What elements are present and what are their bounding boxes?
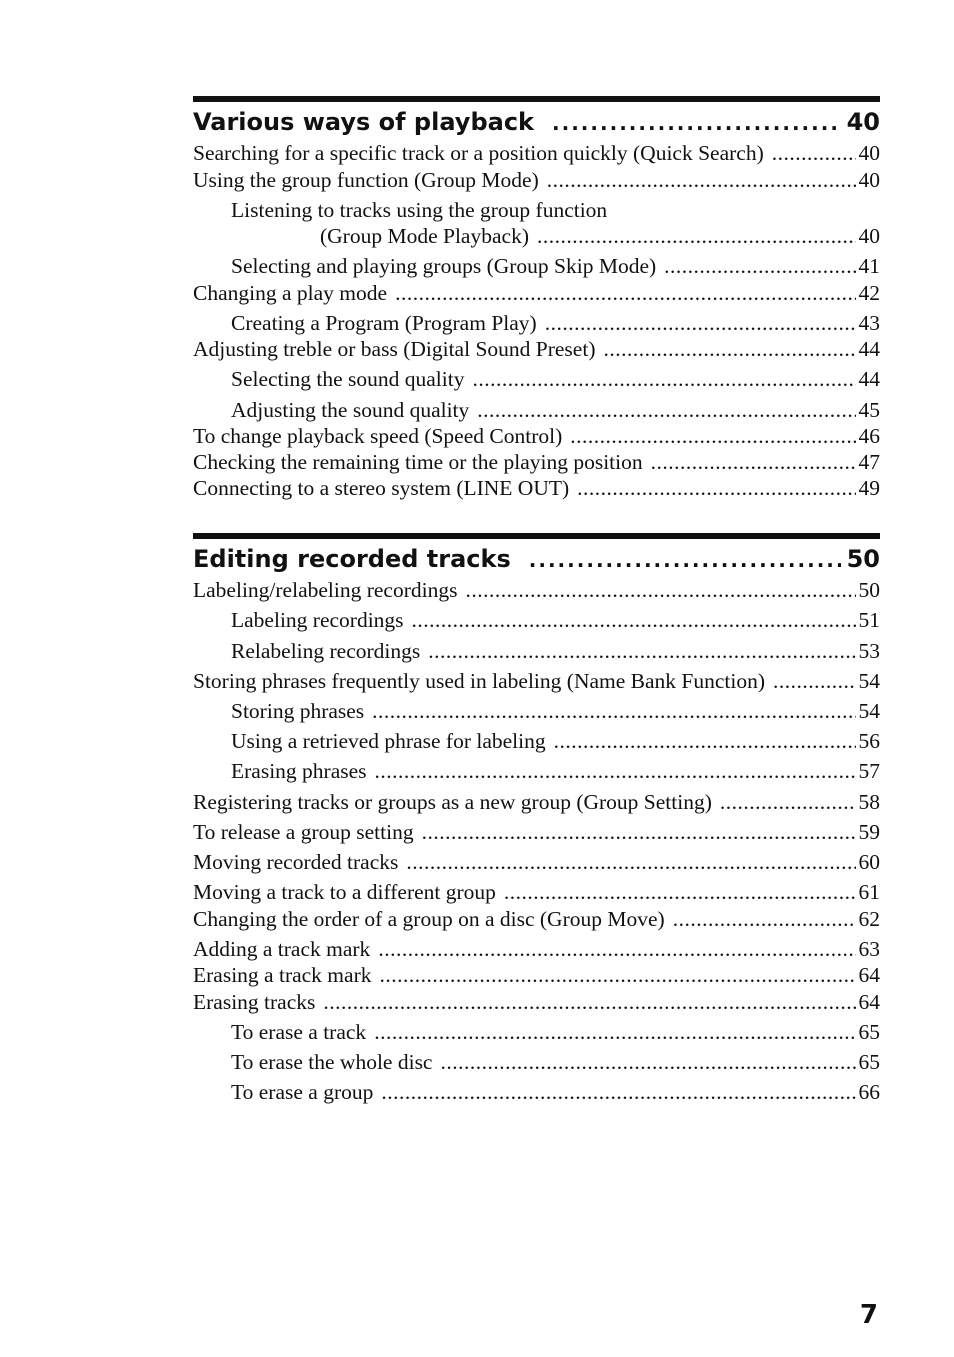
dot-leader [323,989,855,1015]
entry-page: 60 [858,850,880,874]
toc-entry[interactable] [193,167,880,193]
toc-entry[interactable] [231,728,880,754]
section-heading[interactable] [193,541,880,577]
dot-leader [395,280,855,306]
section-title: Various ways of playback [193,108,535,136]
section-page: 40 [846,108,880,136]
dot-leader [381,1079,855,1105]
dot-leader [375,758,856,784]
toc-entry[interactable] [231,253,880,279]
entry-text: Changing the order of a group on a disc (Group Move) [193,907,665,931]
entry-text: Registering tracks or groups as a new group (Group Setting) [193,790,712,814]
entry-page: 43 [858,311,880,335]
entry-page: 50 [858,578,880,602]
dot-leader [378,936,855,962]
dot-leader [554,728,856,754]
entry-page: 61 [858,880,880,904]
toc-entry[interactable] [231,638,880,664]
entry-page: 65 [858,1050,880,1074]
entry-text: To erase the whole disc [231,1050,433,1074]
section-rule [193,96,880,102]
entry-text: Storing phrases frequently used in labeling (Name Bank Function) [193,669,766,693]
toc-section-editing [193,533,880,1113]
entry-text: Selecting the sound quality [231,367,465,391]
entry-text: Labeling recordings [231,608,404,632]
section-rule [193,533,880,539]
entry-text: (Group Mode Playback) [320,224,529,248]
entry-text: To erase a track [231,1020,367,1044]
entry-text: To erase a group [231,1080,374,1104]
entry-page: 54 [858,699,880,723]
toc-entry[interactable] [193,879,880,905]
entry-page: 47 [858,450,880,474]
toc-entry[interactable] [193,668,880,694]
toc-entry[interactable] [193,280,880,306]
entry-text: Adjusting the sound quality [231,398,470,422]
entry-text: Relabeling recordings [231,639,421,663]
dot-leader [537,223,856,249]
toc-entry[interactable] [193,423,880,449]
dot-leader [422,819,856,845]
dot-leader [504,879,856,905]
toc-entry[interactable] [193,140,880,166]
section-page: 50 [846,545,880,573]
toc-entry[interactable] [231,366,880,392]
entry-text: Erasing phrases [231,759,367,783]
section-heading[interactable] [193,104,880,140]
entry-page: 56 [858,729,880,753]
entry-page: 63 [858,937,880,961]
dot-leader [773,668,855,694]
entry-page: 66 [858,1080,880,1104]
dot-leader [477,397,855,423]
entry-text: Checking the remaining time or the playing position [193,450,643,474]
entry-text: Moving a track to a different group [193,880,496,904]
page-number: 7 [859,1300,878,1330]
entry-page: 40 [858,141,880,165]
entry-text: Connecting to a stereo system (LINE OUT) [193,476,570,500]
entry-text: Selecting and playing groups (Group Skip Mode) [231,254,657,278]
entry-text: Changing a play mode [193,281,388,305]
dot-leader [465,577,855,603]
entry-page: 41 [858,254,880,278]
dot-leader [673,906,856,932]
entry-page: 57 [858,759,880,783]
entry-text: Erasing tracks [193,990,316,1014]
dot-leader [570,423,855,449]
entry-page: 51 [858,608,880,632]
toc-entry[interactable] [231,607,880,633]
entry-page: 58 [858,790,880,814]
entry-page: 54 [858,669,880,693]
toc-entry[interactable] [193,336,880,362]
entry-text: Creating a Program (Program Play) [231,311,537,335]
entry-page: 64 [858,963,880,987]
entry-text: To change playback speed (Speed Control) [193,424,563,448]
dot-leader [720,789,856,815]
dot-leader [440,1049,855,1075]
entry-page: 59 [858,820,880,844]
entry-text: Using the group function (Group Mode) [193,168,539,192]
entry-text: Erasing a track mark [193,963,372,987]
entry-page: 62 [858,907,880,931]
dot-leader [406,849,855,875]
entry-page: 44 [858,337,880,361]
dot-leader [412,607,856,633]
dot-leader [374,1019,855,1045]
entry-text: To release a group setting [193,820,414,844]
entry-text: Storing phrases [231,699,365,723]
toc-entry[interactable] [193,849,880,875]
toc-entry[interactable] [193,449,880,475]
dot-leader [529,542,841,578]
toc-entry[interactable] [231,310,880,336]
toc-section-playback [193,96,880,516]
dot-leader [545,310,856,336]
dot-leader [380,962,856,988]
dot-leader [547,167,856,193]
toc-entry[interactable] [193,577,880,603]
entry-page: 49 [858,476,880,500]
entry-page: 40 [858,224,880,248]
entry-text: Adding a track mark [193,937,371,961]
toc-entry-line1[interactable]: Listening to tracks using the group function [231,198,608,222]
entry-page: 40 [858,168,880,192]
entry-page: 53 [858,639,880,663]
dot-leader [603,336,855,362]
entry-page: 65 [858,1020,880,1044]
toc-entry[interactable] [231,1019,880,1045]
entry-page: 42 [858,281,880,305]
dot-leader [772,140,856,166]
toc-entry[interactable] [231,397,880,423]
dot-leader [664,253,855,279]
entry-page: 44 [858,367,880,391]
toc-entry[interactable] [193,819,880,845]
dot-leader [577,475,855,501]
dot-leader [552,105,841,141]
toc-entry[interactable] [193,962,880,988]
toc-entry[interactable] [193,789,880,815]
dot-leader [428,638,855,664]
dot-leader [472,366,855,392]
entry-text: Labeling/relabeling recordings [193,578,458,602]
entry-page: 64 [858,990,880,1014]
entry-text: Searching for a specific track or a position quickly (Quick Search) [193,141,764,165]
toc-entry[interactable] [231,758,880,784]
dot-leader [372,698,855,724]
entry-page: 45 [858,398,880,422]
toc-entry[interactable] [193,906,880,932]
toc-entry[interactable] [193,475,880,501]
toc-entry[interactable] [231,1049,880,1075]
toc-entry[interactable] [231,698,880,724]
dot-leader [651,449,856,475]
toc-entry[interactable] [193,989,880,1015]
entry-text: Using a retrieved phrase for labeling [231,729,546,753]
entry-text: Adjusting treble or bass (Digital Sound Preset) [193,337,596,361]
toc-entry[interactable] [193,936,880,962]
section-title: Editing recorded tracks [193,545,511,573]
entry-page: 46 [858,424,880,448]
toc-entry[interactable] [320,223,880,249]
toc-entry[interactable] [231,1079,880,1105]
entry-text: Moving recorded tracks [193,850,399,874]
